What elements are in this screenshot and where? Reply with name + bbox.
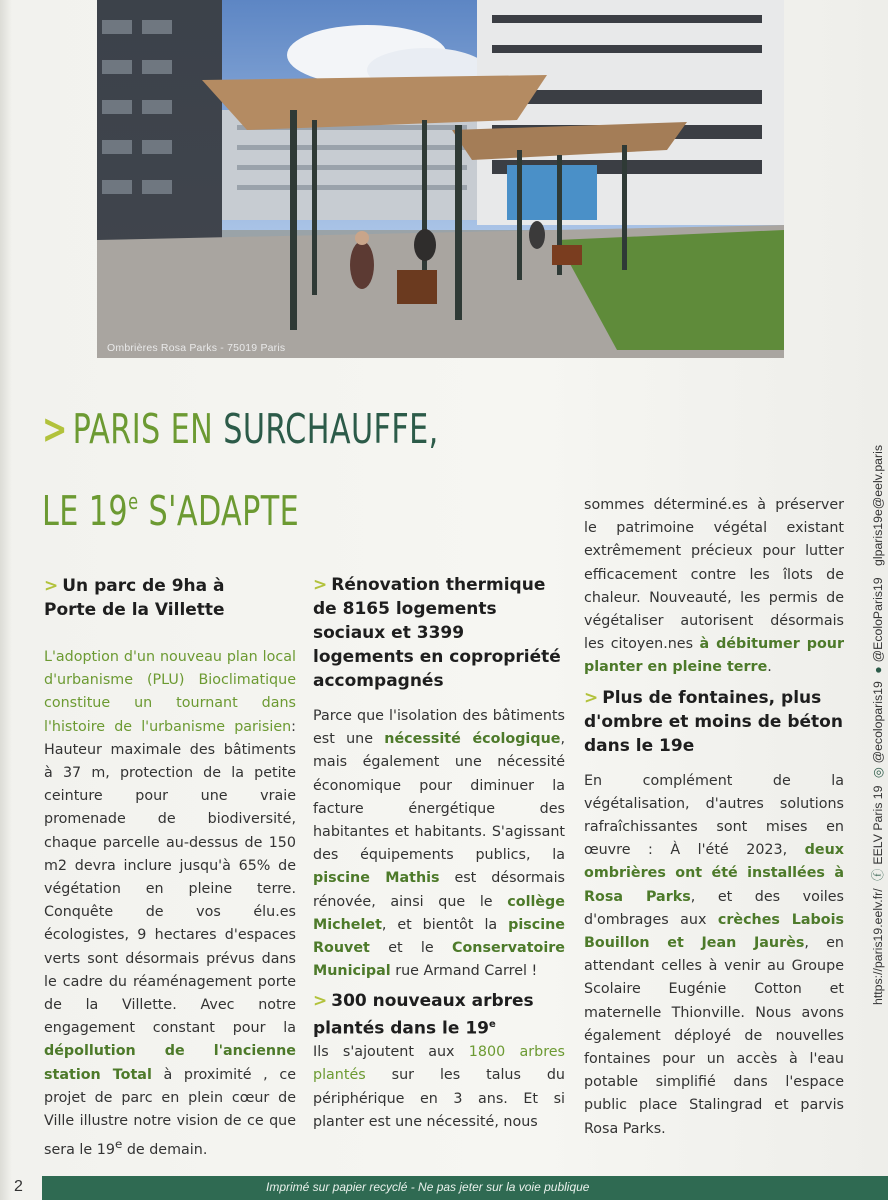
email-link[interactable]: glparis19e@eelv.paris	[871, 445, 885, 566]
spacer	[313, 693, 565, 705]
highlight-conservatoire: Conservatoire Municipal	[313, 940, 566, 980]
text: , et des voiles d'ombrages aux	[584, 888, 845, 928]
website-link[interactable]: https://paris19.eelv.fr/	[871, 888, 885, 1005]
text: , mais également une nécessité économique pour diminuer la facture énergétique des habitantes et habitants. S'agissant des équipements publics, la	[313, 731, 565, 864]
chevron-right-icon: >	[313, 991, 328, 1012]
section-heading-parc	[44, 574, 296, 622]
text: , et bientôt la	[381, 916, 498, 933]
header-photo	[97, 0, 784, 358]
chevron-right-icon: >	[42, 405, 68, 453]
paragraph-renovation	[313, 705, 565, 983]
page-headline	[42, 392, 439, 548]
highlight-piscine-rouvet: piscine Rouvet	[313, 916, 565, 957]
text-plu: : Hauteur maximale des bâtiments à 37 m, protection de la petite ceinture pour une vraie promenade de biodiversité, chaque parcelle au-dessus de 150 m2 devra inclure jusqu'à 65% de végétation en pleine terre. Conquête de vos élu.es écologistes, 9 hectares d'espaces verts sont désormais prévus dans le cadre du réaménagement porte de la Villette. Avec notre engagement constant pour la	[44, 718, 296, 1037]
paragraph-arbres	[313, 1041, 565, 1134]
spacer	[44, 622, 296, 634]
highlight-1800-arbres: 1800 arbres plantés	[313, 1044, 565, 1084]
facebook-icon: ⓕ	[871, 868, 885, 881]
paragraph-continued	[584, 494, 844, 680]
text: .	[767, 659, 772, 676]
section-heading-fontaines	[584, 686, 844, 758]
heading-fontaines-text: Plus de fontaines, plus d'ombre et moins de béton dans le 19e	[584, 687, 843, 756]
twitter-link[interactable]: @EcoloParis19	[871, 577, 885, 663]
sup-e: e	[488, 1019, 496, 1031]
heading-renovation-text: Rénovation thermique de 8165 logements sociaux et 3399 logements en copropriété accompagnés	[313, 575, 561, 691]
photo-caption: Ombrières Rosa Parks - 75019 Paris	[107, 342, 286, 354]
text: rue Armand Carrel !	[395, 963, 538, 980]
chevron-right-icon: >	[584, 687, 599, 708]
headline-emphasis: SURCHAUFFE,	[223, 405, 439, 453]
footer-bar	[42, 1176, 888, 1200]
headline-prefix: PARIS EN	[72, 405, 214, 453]
highlight-ombrieres: deux ombrières ont été installées à Rosa Parks	[584, 842, 845, 905]
spacer	[44, 634, 296, 646]
text: En complément de la végétalisation, d'autres solutions rafraîchissantes sont mises en œuvre : À l'été 2023,	[584, 772, 844, 859]
text: et le	[388, 940, 434, 957]
text: est désormais rénovée, ainsi que le	[313, 870, 565, 910]
highlight-depollution: dépollution de l'ancienne station Total	[44, 1043, 296, 1083]
section-heading-renovation	[313, 573, 565, 693]
highlight-debitumer: à débitumer pour planter en pleine terre	[584, 636, 844, 676]
heading-parc-line2: Porte de la Villette	[44, 600, 225, 620]
chevron-right-icon: >	[313, 575, 328, 595]
contact-strip	[868, 445, 886, 1005]
footer-text: Imprimé sur papier recyclé - Ne pas jeter sur la voie publique	[266, 1180, 590, 1194]
text: Parce que l'isolation des bâtiments est une	[313, 708, 565, 748]
highlight-plu: L'adoption d'un nouveau plan local d'urbanisme (PLU) Bioclimatique constitue un tournant dans l'histoire de l'urbanisme parisien	[44, 649, 296, 735]
highlight-creches: crèches Labois Bouillon et Jean Jaurès	[584, 911, 844, 952]
chevron-right-icon: >	[44, 576, 59, 596]
facebook-link[interactable]: EELV Paris 19	[871, 785, 885, 865]
instagram-link[interactable]: @ecoloparis19	[871, 681, 885, 764]
page-number: 2	[14, 1178, 23, 1195]
headline-line2-rest: S'ADAPTE	[148, 487, 300, 535]
text-demain: de demain.	[126, 1142, 208, 1159]
twitter-icon: ●	[871, 666, 885, 674]
text-parc-end: à proximité , ce projet de parc en plein cœur de Ville illustre notre vision de ce que sera le 19	[44, 1066, 297, 1159]
highlight-college: collège Michelet	[313, 893, 565, 933]
column-3	[584, 494, 844, 1141]
headline-line2-sup: e	[128, 490, 139, 515]
text: sommes déterminé.es à préserver le patrimoine végétal existant extrêmement précieux pour lutter efficacement contre les îlots de chaleur. Nouveauté, les permis de végétaliser autorisent désormais les citoyen.nes	[584, 497, 844, 653]
headline-line2-main: LE 19	[42, 487, 129, 535]
photo-illustration	[97, 0, 784, 358]
text: Ils s'ajoutent aux	[313, 1044, 455, 1061]
paragraph-fontaines	[584, 770, 844, 1141]
spacer	[584, 758, 844, 770]
column-2	[313, 573, 565, 1134]
instagram-icon: ◎	[871, 767, 885, 779]
text: , en attendant celles à venir au Groupe Scolaire Eugénie Cotton et maternelle Thionville. Nous avons également déployé de nouvelles fontaines pour un accès à l'eau potable simplifié dans l'espace public place Stalingrad et parvis Rosa Parks.	[584, 935, 844, 1137]
sup-e: e	[114, 1137, 123, 1152]
text: sur les talus du périphérique en 3 ans. Et si planter est une nécessité, nous	[313, 1067, 565, 1130]
section-heading-arbres	[313, 989, 565, 1041]
paragraph-parc	[44, 646, 296, 1162]
headline-line-1	[42, 392, 439, 466]
heading-arbres-text: 300 nouveaux arbres plantés dans le 19	[313, 991, 534, 1040]
headline-line-2	[42, 466, 439, 548]
heading-parc-line1: Un parc de 9ha à	[62, 576, 225, 596]
column-1	[44, 574, 296, 1162]
highlight-necessite: nécessité écologique	[384, 731, 561, 748]
highlight-piscine-mathis: piscine Mathis	[313, 870, 440, 887]
page-edge-shadow	[0, 0, 12, 1200]
